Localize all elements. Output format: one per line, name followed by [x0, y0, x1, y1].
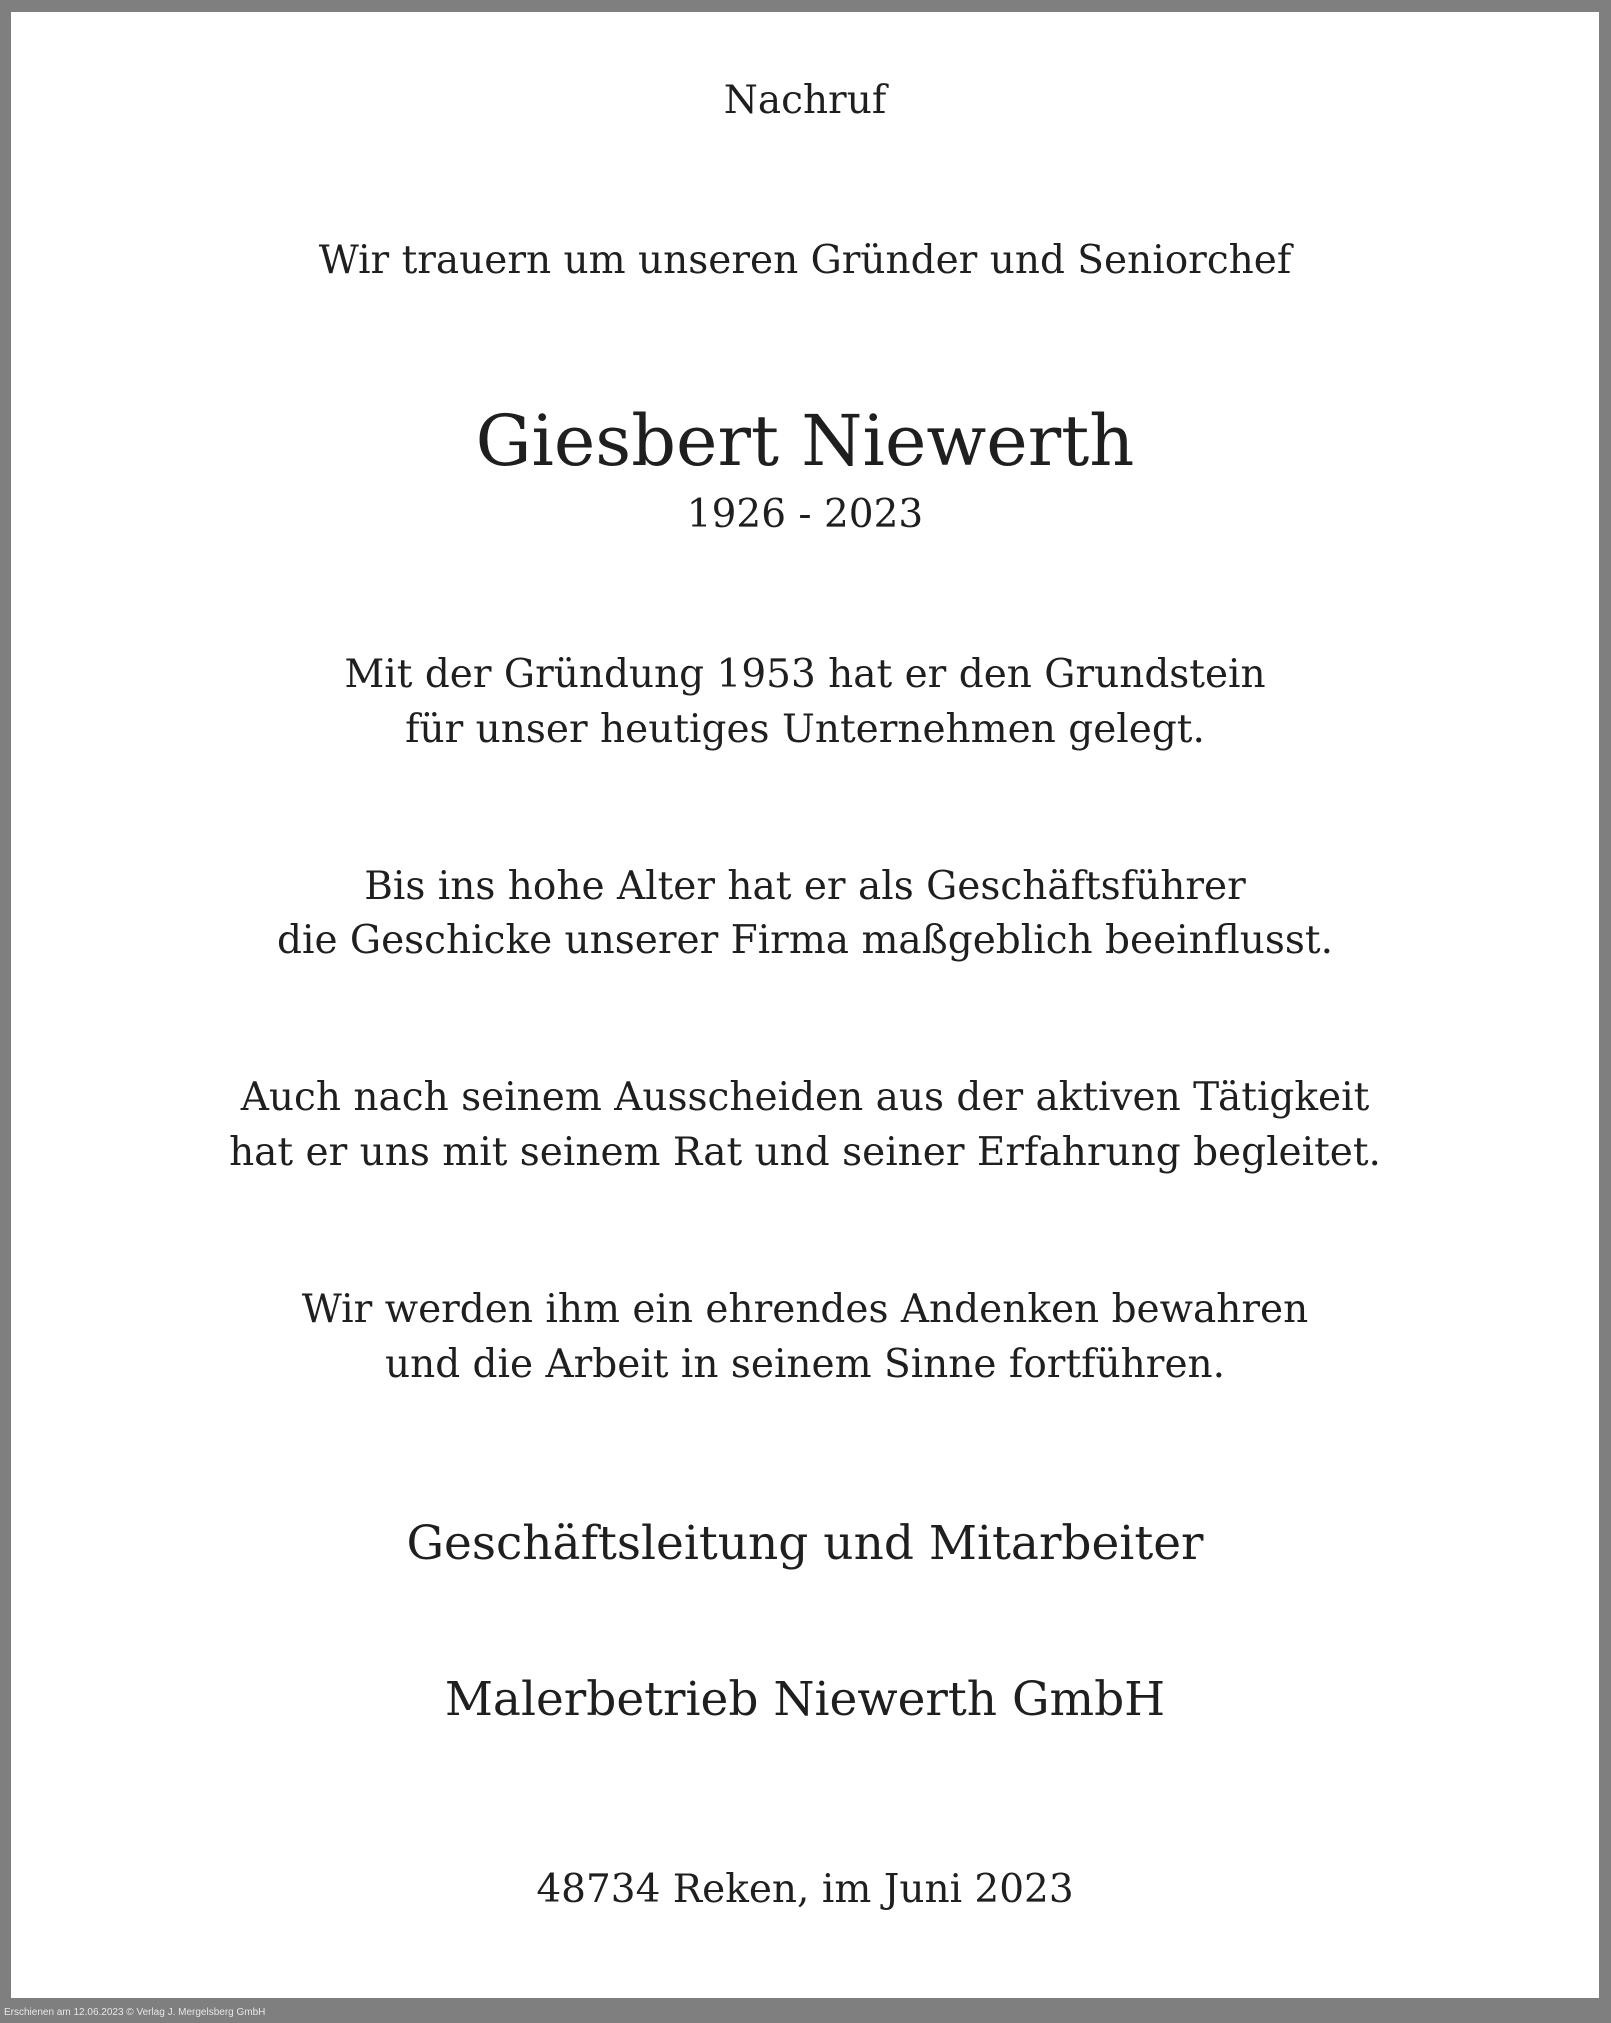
publication-note: Erschienen am 12.06.2023 © Verlag J. Mergelsberg GmbH	[4, 2007, 266, 2018]
place-date: 48734 Reken, im Juni 2023	[536, 1867, 1074, 1912]
paragraph-line: Mit der Gründung 1953 hat er den Grundstein	[344, 652, 1266, 697]
paragraph-line: die Geschicke unserer Firma maßgeblich beeinflusst.	[277, 918, 1333, 963]
life-years: 1926 - 2023	[686, 492, 924, 537]
obituary-notice	[11, 12, 1599, 1998]
paragraph-line: für unser heutiges Unternehmen gelegt.	[405, 707, 1205, 752]
notice-heading: Nachruf	[723, 78, 887, 123]
signature-group: Geschäftsleitung und Mitarbeiter	[406, 1516, 1204, 1571]
paragraph-line: Auch nach seinem Ausscheiden aus der aktiven Tätigkeit	[240, 1075, 1370, 1120]
paragraph-line: Wir werden ihm ein ehrendes Andenken bewahren	[301, 1287, 1309, 1332]
signature-company: Malerbetrieb Niewerth GmbH	[444, 1672, 1166, 1727]
paragraph-line: und die Arbeit in seinem Sinne fortführen.	[384, 1342, 1226, 1387]
intro-line: Wir trauern um unseren Gründer und Seniorchef	[318, 238, 1292, 283]
paragraph-line: hat er uns mit seinem Rat und seiner Erfahrung begleitet.	[229, 1130, 1381, 1175]
paragraph-line: Bis ins hohe Alter hat er als Geschäftsführer	[364, 864, 1246, 909]
deceased-name: Giesbert Niewerth	[475, 400, 1135, 482]
